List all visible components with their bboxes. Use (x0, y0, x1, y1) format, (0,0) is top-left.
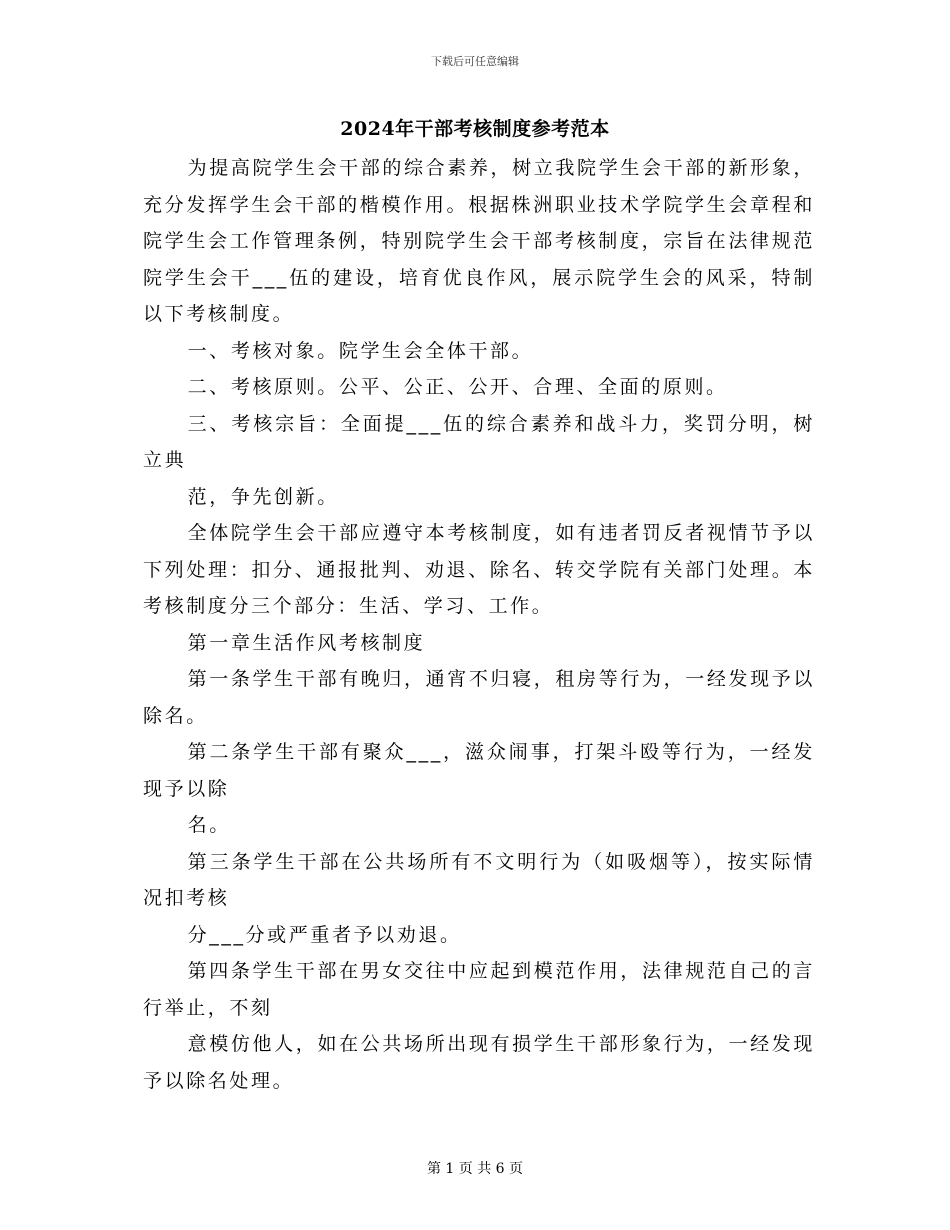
paragraph-item-3-continued: 范，争先创新。 (187, 485, 339, 508)
article-4: 第四条学生干部在男女交往中应起到模范作用，法律规范自己的言行举止，不刻 (143, 960, 815, 1019)
article-1: 第一条学生干部有晚归，通宵不归寝，租房等行为，一经发现予以除名。 (143, 668, 815, 727)
paragraph-penalties: 全体院学生会干部应遵守本考核制度，如有违者罚反者视情节予以下列处理：扣分、通报批判、劝退、除名、转交学院有关部门处理。本考核制度分三个部分：生活、学习、工作。 (143, 522, 815, 617)
article-3-continued: 分___分或严重者予以劝退。 (187, 923, 462, 946)
chapter-heading-1: 第一章生活作风考核制度 (187, 631, 426, 654)
article-3: 第三条学生干部在公共场所有不文明行为（如吸烟等），按实际情况扣考核 (143, 850, 815, 909)
page-header-note: 下载后可任意编辑 (431, 55, 519, 68)
paragraph-item-1: 一、考核对象。院学生会全体干部。 (187, 339, 534, 362)
article-2: 第二条学生干部有聚众___，滋众闹事，打架斗殴等行为，一经发现予以除 (143, 741, 815, 800)
article-2-continued: 名。 (187, 814, 231, 836)
paragraph-item-3: 三、考核宗旨：全面提___伍的综合素养和战斗力，奖罚分明，树立典 (143, 412, 815, 471)
paragraph-intro: 为提高院学生会干部的综合素养，树立我院学生会干部的新形象，充分发挥学生会干部的楷模作用。根据株洲职业技术学院学生会章程和院学生会工作管理条例，特别院学生会干部考核制度，宗旨在法律规范院学生会干___伍的建设，培育优良作风，展示院学生会的风采，特制以下考核制度。 (143, 157, 815, 325)
document-body (143, 150, 815, 1099)
paragraph-item-2: 二、考核原则。公平、公正、公开、合理、全面的原则。 (187, 376, 728, 398)
article-4-continued: 意模仿他人，如在公共场所出现有损学生干部形象行为，一经发现予以除名处理。 (143, 1033, 815, 1092)
page-number: 第 1 页 共 6 页 (426, 1161, 524, 1177)
document-title: 2024年干部考核制度参考范本 (340, 118, 610, 140)
